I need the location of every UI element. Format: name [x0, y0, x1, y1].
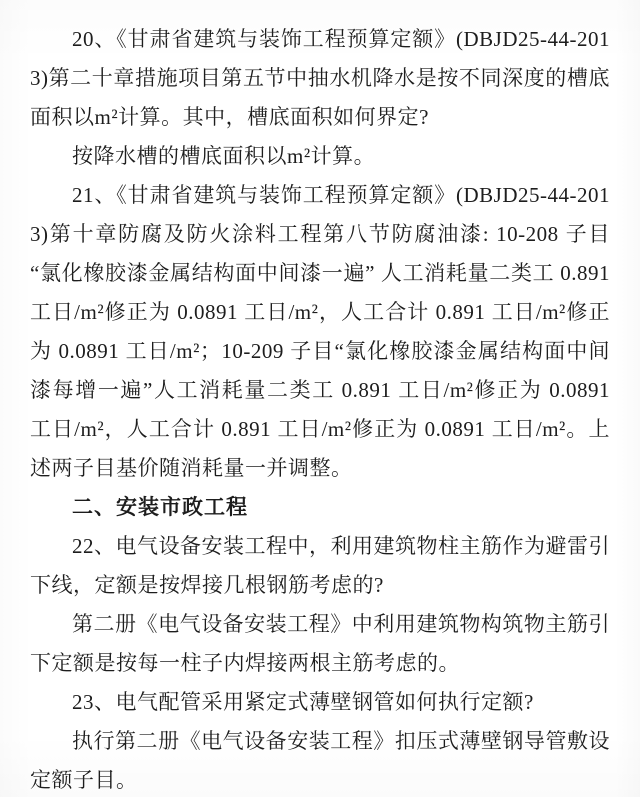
- answer-22: 第二册《电气设备安装工程》中利用建筑物构筑物主筋引下定额是按每一柱子内焊接两根主筋考虑的。: [30, 612, 610, 675]
- question-23: 23、电气配管采用紧定式薄壁钢管如何执行定额?: [72, 690, 534, 714]
- document-body: [30, 20, 610, 797]
- answer-20: 按降水槽的槽底面积以m²计算。: [72, 144, 376, 168]
- section-heading-installation-municipal: 二、安装市政工程: [72, 496, 248, 519]
- question-22: 22、电气设备安装工程中，利用建筑物柱主筋作为避雷引下线，定额是按焊接几根钢筋考虑的?: [30, 534, 610, 597]
- question-21: 21、《甘肃省建筑与装饰工程预算定额》(DBJD25-44-2013)第十章防腐及防火涂料工程第八节防腐油漆: 10-208 子目 “氯化橡胶漆金属结构面中间漆一遍” 人工消耗量二类工 0.891 工日/m²修正为 0.0891 工日/m²，人工合计 0.891 工日/m²修正为 0.0891 工日/m²；10-209 子目“氯化橡胶漆金属结构面中间漆每增一遍”人工消耗量二类工 0.891 工日/m²修正为 0.0891 工日/m²，人工合计 0.891 工日/m²修正为 0.0891 工日/m²。上述两子目基价随消耗量一并调整。: [30, 183, 610, 480]
- question-20: 20、《甘肃省建筑与装饰工程预算定额》(DBJD25-44-2013)第二十章措施项目第五节中抽水机降水是按不同深度的槽底面积以m²计算。其中，槽底面积如何界定?: [30, 27, 610, 129]
- answer-23: 执行第二册《电气设备安装工程》扣压式薄壁钢导管敷设定额子目。: [30, 729, 610, 792]
